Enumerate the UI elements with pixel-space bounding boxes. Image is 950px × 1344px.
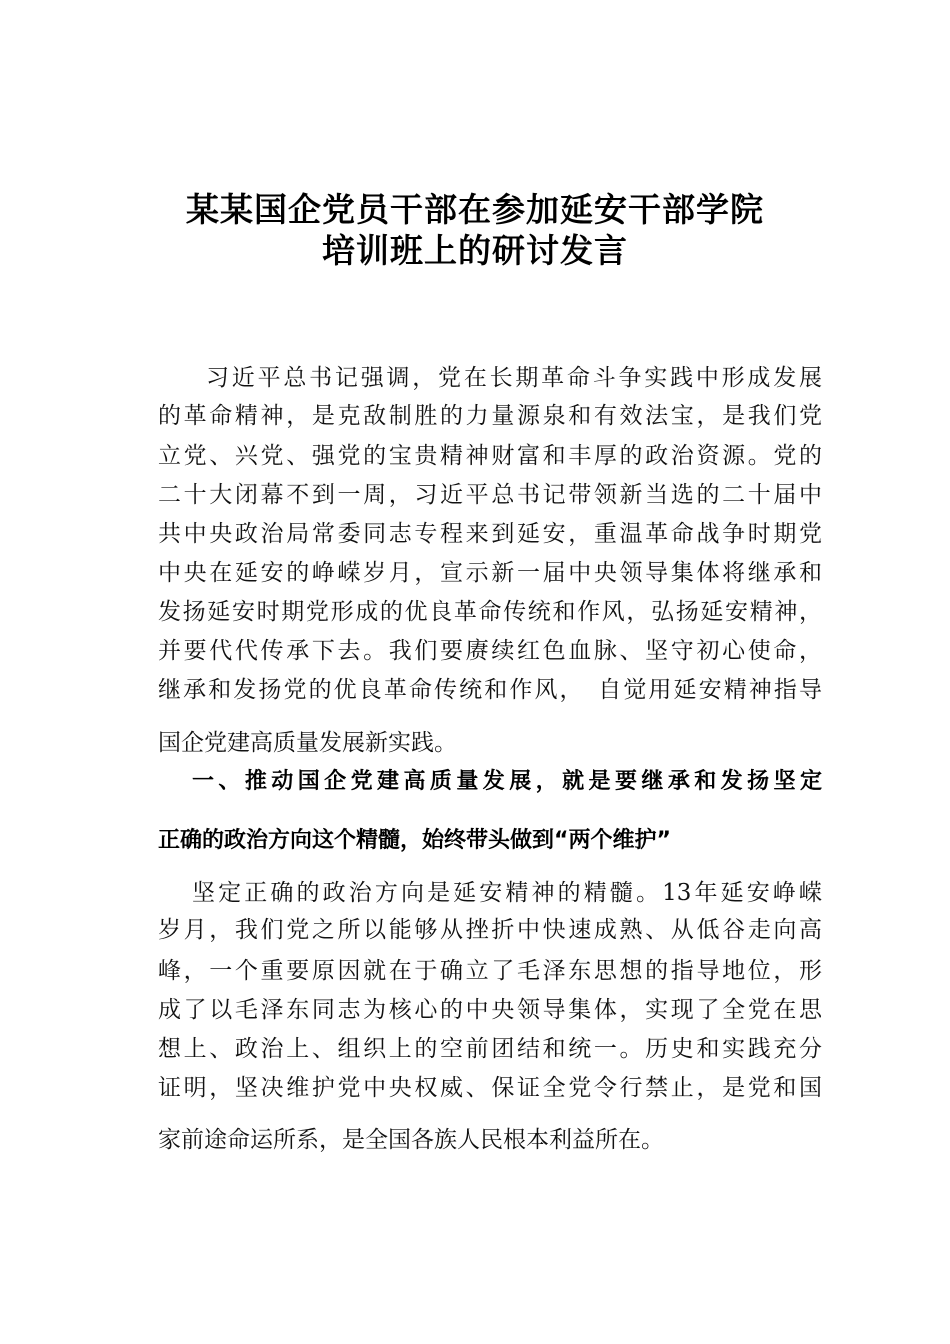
paragraph-2-line-7: 家前途命运所系，是全国各族人民根本利益所在。 — [158, 1127, 664, 1153]
section-heading-line-1: 一、推动国企党建高质量发展，就是要继承和发扬坚定 — [192, 769, 822, 794]
paragraph-2-line-6: 证明，坚决维护党中央权威、保证全党令行禁止，是党和国 — [158, 1075, 822, 1101]
paragraph-1-line-2: 的革命精神，是克敌制胜的力量源泉和有效法宝，是我们党 — [158, 403, 822, 429]
paragraph-1-line-9: 继承和发扬党的优良革命传统和作风， 自觉用延安精神指导 — [158, 677, 822, 703]
paragraph-1-line-3: 立党、兴党、强党的宝贵精神财富和丰厚的政治资源。党的 — [158, 443, 822, 469]
paragraph-1-line-4: 二十大闭幕不到一周，习近平总书记带领新当选的二十届中 — [158, 482, 822, 508]
paragraph-1-line-1: 习近平总书记强调，党在长期革命斗争实践中形成发展 — [206, 365, 822, 391]
paragraph-2-line-5: 想上、政治上、组织上的空前团结和统一。历史和实践充分 — [158, 1036, 822, 1062]
document-title-line-2: 培训班上的研讨发言 — [322, 231, 628, 270]
paragraph-1-line-7: 发扬延安时期党形成的优良革命传统和作风，弘扬延安精神， — [158, 599, 822, 625]
section-heading-line-2: 正确的政治方向这个精髓，始终带头做到“两个维护” — [158, 828, 671, 853]
paragraph-1-line-6: 中央在延安的峥嵘岁月，宣示新一届中央领导集体将继承和 — [158, 560, 822, 586]
paragraph-1-line-5: 共中央政治局常委同志专程来到延安，重温革命战争时期党 — [158, 521, 822, 547]
paragraph-1-line-8: 并要代代传承下去。我们要赓续红色血脉、坚守初心使命， — [158, 638, 822, 664]
paragraph-2-line-1: 坚定正确的政治方向是延安精神的精髓。13年延安峥嵘 — [192, 880, 822, 906]
paragraph-1-line-10: 国企党建高质量发展新实践。 — [158, 730, 457, 756]
paragraph-2-line-2: 岁月，我们党之所以能够从挫折中快速成熟、从低谷走向高 — [158, 917, 822, 943]
document-title-line-1: 某某国企党员干部在参加延安干部学院 — [186, 190, 764, 229]
paragraph-2-line-4: 成了以毛泽东同志为核心的中央领导集体，实现了全党在思 — [158, 997, 822, 1023]
paragraph-2-line-3: 峰，一个重要原因就在于确立了毛泽东思想的指导地位，形 — [158, 958, 822, 984]
